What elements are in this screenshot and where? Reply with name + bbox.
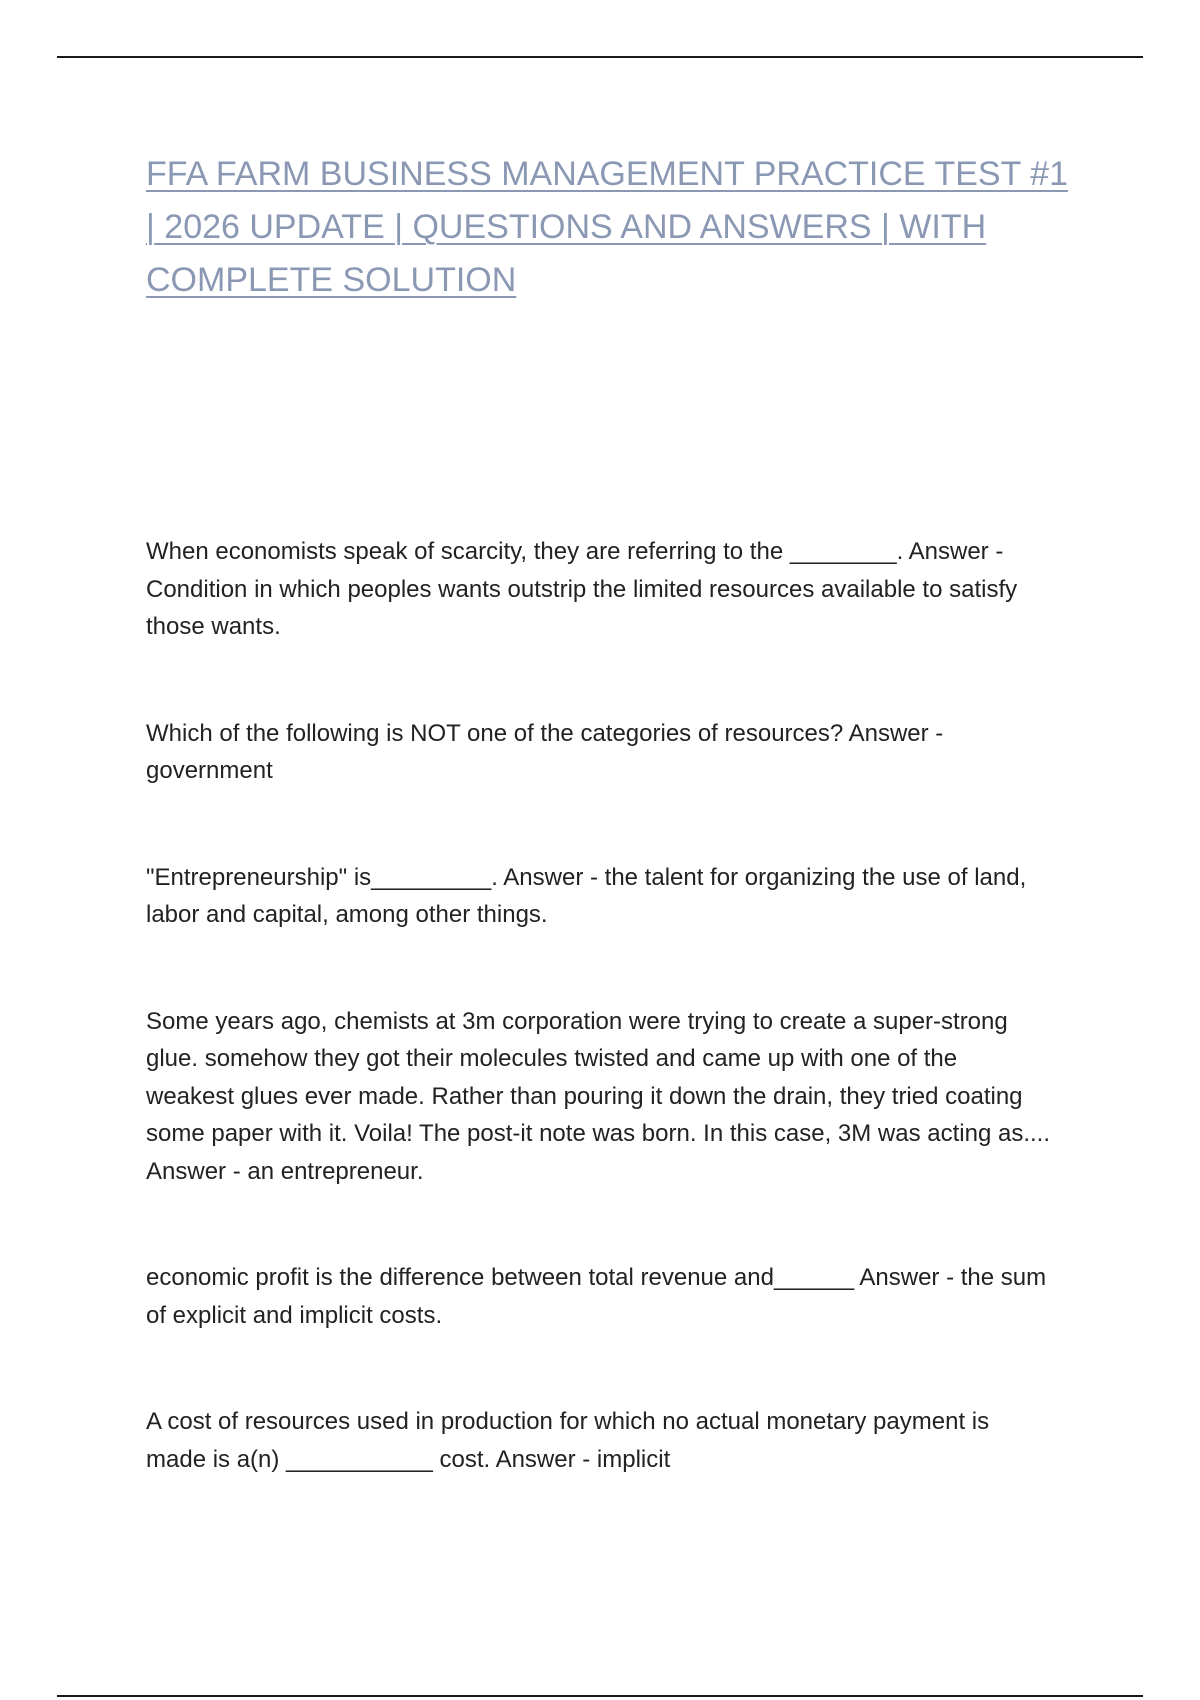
qa-list [146,533,1051,1478]
qa-item: Some years ago, chemists at 3m corporation were trying to create a super-strong glue. somehow they got their molecules twisted and came up with one of the weakest glues ever made. Rather than pouring it down the drain, they tried coating some paper with it. Voila! The post-it note was born. In this case, 3M was acting as.... Answer - an entrepreneur. [146,1007,1050,1185]
qa-item: economic profit is the difference between total revenue and______ Answer - the sum of explicit and implicit costs. [146,1264,1047,1329]
document-title [146,148,1076,307]
qa-item: Which of the following is NOT one of the categories of resources? Answer - government [146,719,944,784]
document-title-text: FFA FARM BUSINESS MANAGEMENT PRACTICE TEST #1 | 2026 UPDATE | QUESTIONS AND ANSWERS | WITH COMPLETE SOLUTION [146,155,1068,299]
qa-item: When economists speak of scarcity, they are referring to the ________. Answer - Condition in which peoples wants outstrip the limited resources available to satisfy those wants. [146,538,1018,640]
qa-item: "Entrepreneurship" is_________. Answer - the talent for organizing the use of land, labor and capital, among other things. [146,863,1027,928]
footer-rule [57,1695,1143,1697]
qa-item: A cost of resources used in production for which no actual monetary payment is made is a(n) ___________ cost. Answer - implicit [146,1408,990,1473]
header-rule [57,56,1143,58]
